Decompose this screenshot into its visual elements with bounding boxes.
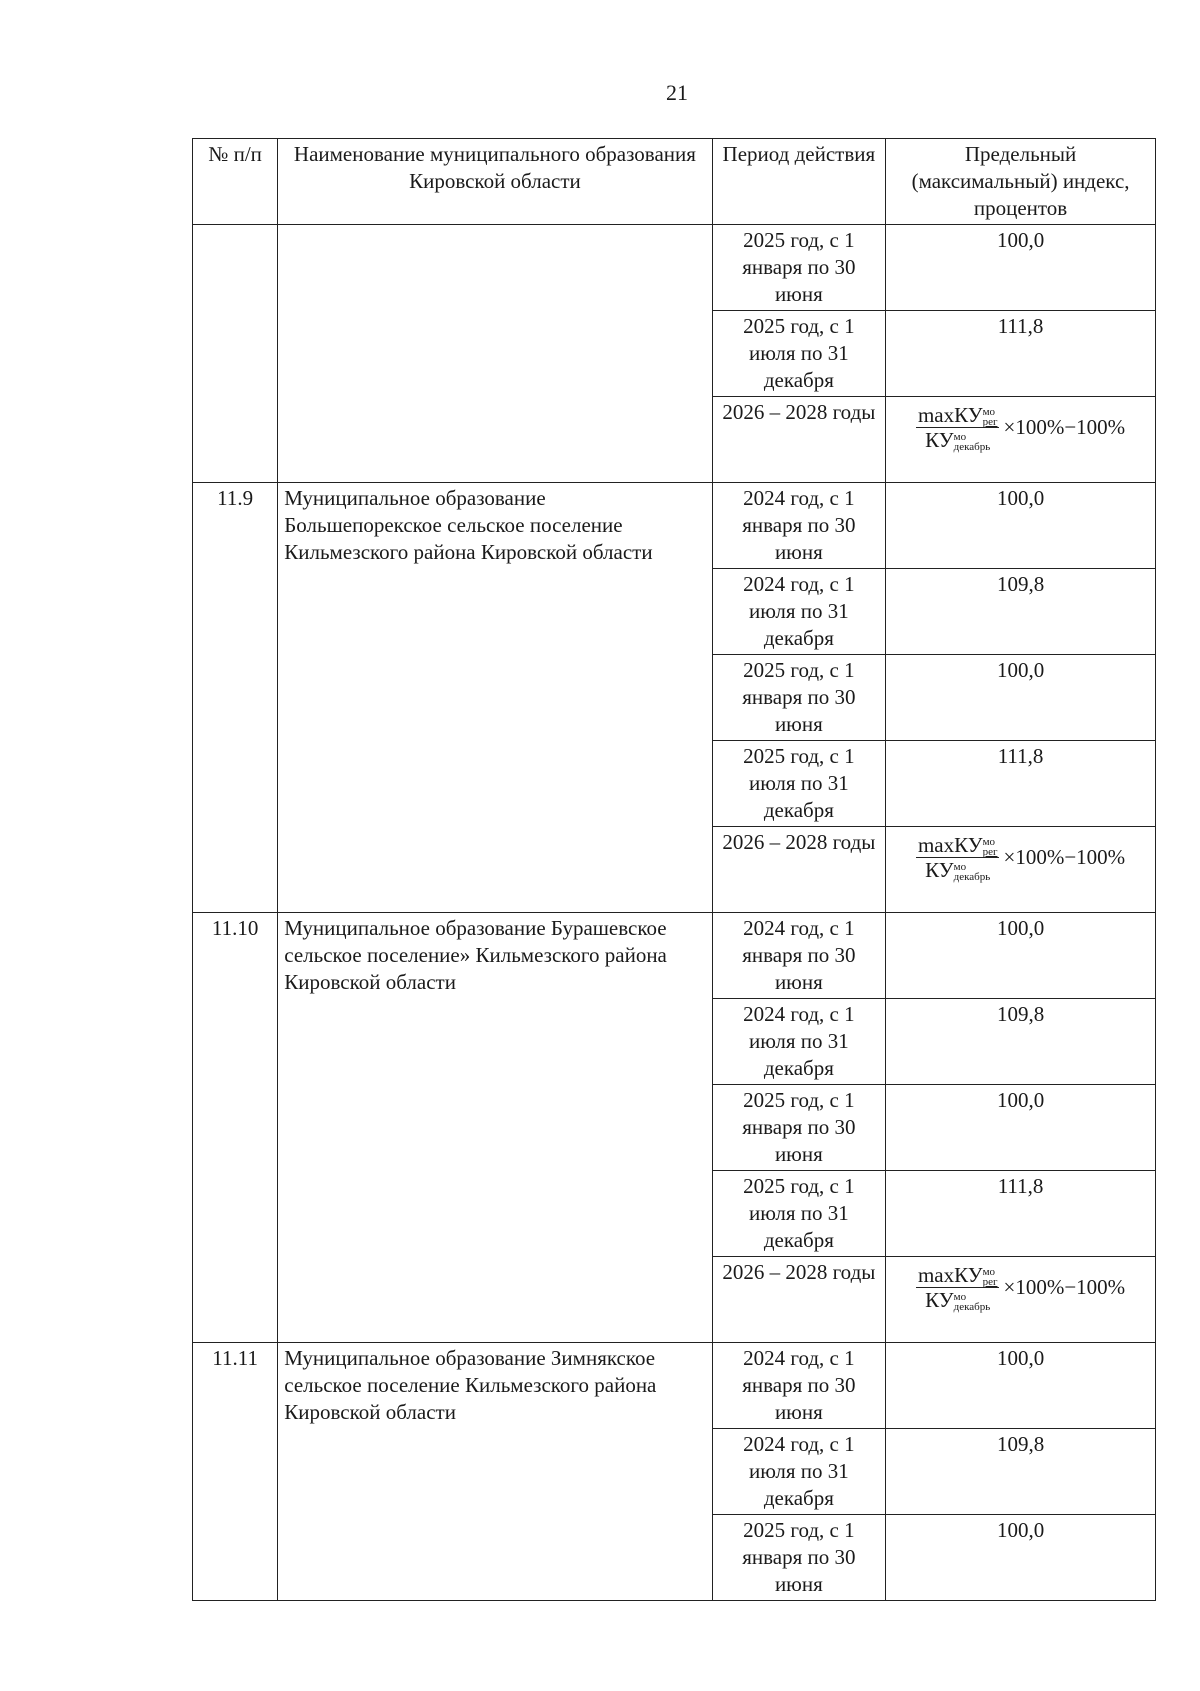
formula-fraction bbox=[916, 833, 1000, 882]
formula-num-scripts bbox=[983, 407, 998, 427]
formula-den-sub: декабрь bbox=[953, 441, 991, 454]
formula-den-prefix: КУ bbox=[925, 858, 954, 883]
index-cell: 100,0 bbox=[886, 1085, 1156, 1171]
formula-numerator bbox=[916, 403, 1000, 428]
formula-num-sub: рег bbox=[982, 1276, 998, 1289]
index-cell: 111,8 bbox=[886, 741, 1156, 827]
index-cell: 100,0 bbox=[886, 483, 1156, 569]
row-number bbox=[193, 225, 278, 483]
formula-denominator bbox=[923, 1288, 992, 1312]
municipality-name: Муниципальное образование Бурашевское сельское поселение» Кильмезского района Кировской области bbox=[278, 913, 712, 1343]
formula-den-sup: мо bbox=[953, 1291, 967, 1304]
formula-den-sup: мо bbox=[953, 431, 967, 444]
period-cell: 2024 год, с 1 июля по 31 декабря bbox=[712, 1429, 886, 1515]
index-cell: 100,0 bbox=[886, 225, 1156, 311]
formula-num-sup: мо bbox=[982, 406, 996, 419]
index-cell: 111,8 bbox=[886, 1171, 1156, 1257]
index-cell: 109,8 bbox=[886, 999, 1156, 1085]
period-cell: 2026 – 2028 годы bbox=[712, 1257, 886, 1343]
formula-den-scripts bbox=[954, 862, 991, 882]
row-number: 11.10 bbox=[193, 913, 278, 1343]
formula-num-prefix: maxКУ bbox=[917, 403, 983, 427]
index-cell: 111,8 bbox=[886, 311, 1156, 397]
formula-numerator bbox=[916, 1263, 1000, 1288]
index-cell bbox=[886, 397, 1156, 483]
formula-den-sub: декабрь bbox=[953, 1301, 991, 1314]
period-cell: 2026 – 2028 годы bbox=[712, 827, 886, 913]
formula-num-sup: мо bbox=[982, 1266, 996, 1279]
index-cell: 109,8 bbox=[886, 569, 1156, 655]
formula-den-sup: мо bbox=[953, 861, 967, 874]
period-cell: 2026 – 2028 годы bbox=[712, 397, 886, 483]
formula-num-scripts bbox=[983, 1267, 998, 1287]
period-cell: 2025 год, с 1 января по 30 июня bbox=[712, 225, 886, 311]
formula-fraction bbox=[916, 1263, 1000, 1312]
formula-numerator bbox=[916, 833, 1000, 858]
period-cell: 2024 год, с 1 июля по 31 декабря bbox=[712, 999, 886, 1085]
period-cell: 2024 год, с 1 июля по 31 декабря bbox=[712, 569, 886, 655]
formula-den-prefix: КУ bbox=[925, 1288, 954, 1313]
formula-suffix: ×100%−100% bbox=[1003, 1275, 1126, 1300]
row-number: 11.11 bbox=[193, 1343, 278, 1601]
formula-num-prefix: maxКУ bbox=[917, 833, 983, 857]
index-cell bbox=[886, 1257, 1156, 1343]
table-row bbox=[193, 913, 1156, 999]
header-period: Период действия bbox=[712, 139, 886, 225]
formula-den-prefix: КУ bbox=[925, 428, 954, 453]
formula-suffix: ×100%−100% bbox=[1003, 845, 1126, 870]
table-header-row bbox=[193, 139, 1156, 225]
index-formula bbox=[916, 403, 1125, 452]
formula-den-scripts bbox=[954, 432, 991, 452]
page-number: 21 bbox=[666, 80, 688, 105]
header-num: № п/п bbox=[193, 139, 278, 225]
formula-num-sup: мо bbox=[982, 836, 996, 849]
formula-den-scripts bbox=[954, 1292, 991, 1312]
index-cell bbox=[886, 827, 1156, 913]
municipality-name: Муниципальное образование Большепорекское сельское поселение Кильмезского района Кировской области bbox=[278, 483, 712, 913]
index-formula bbox=[916, 833, 1125, 882]
period-cell: 2024 год, с 1 января по 30 июня bbox=[712, 913, 886, 999]
index-cell: 100,0 bbox=[886, 655, 1156, 741]
formula-num-scripts bbox=[983, 837, 998, 857]
municipality-name: Муниципальное образование Зимнякское сельское поселение Кильмезского района Кировской области bbox=[278, 1343, 712, 1601]
table-row bbox=[193, 225, 1156, 311]
formula-denominator bbox=[923, 858, 992, 882]
formula-fraction bbox=[916, 403, 1000, 452]
index-cell: 100,0 bbox=[886, 913, 1156, 999]
table-body bbox=[193, 225, 1156, 1601]
municipality-name bbox=[278, 225, 712, 483]
period-cell: 2025 год, с 1 июля по 31 декабря bbox=[712, 311, 886, 397]
index-cell: 100,0 bbox=[886, 1515, 1156, 1601]
period-cell: 2024 год, с 1 января по 30 июня bbox=[712, 483, 886, 569]
formula-num-sub: рег bbox=[982, 416, 998, 429]
period-cell: 2024 год, с 1 января по 30 июня bbox=[712, 1343, 886, 1429]
period-cell: 2025 год, с 1 июля по 31 декабря bbox=[712, 1171, 886, 1257]
index-cell: 109,8 bbox=[886, 1429, 1156, 1515]
period-cell: 2025 год, с 1 января по 30 июня bbox=[712, 655, 886, 741]
index-formula bbox=[916, 1263, 1125, 1312]
header-name: Наименование муниципального образования Кировской области bbox=[278, 139, 712, 225]
period-cell: 2025 год, с 1 января по 30 июня bbox=[712, 1085, 886, 1171]
row-number: 11.9 bbox=[193, 483, 278, 913]
formula-suffix: ×100%−100% bbox=[1003, 415, 1126, 440]
table-row bbox=[193, 1343, 1156, 1429]
period-cell: 2025 год, с 1 января по 30 июня bbox=[712, 1515, 886, 1601]
table-row bbox=[193, 483, 1156, 569]
header-index: Предельный (максимальный) индекс, процентов bbox=[886, 139, 1156, 225]
formula-denominator bbox=[923, 428, 992, 452]
formula-num-prefix: maxКУ bbox=[917, 1263, 983, 1287]
formula-num-sub: рег bbox=[982, 846, 998, 859]
index-cell: 100,0 bbox=[886, 1343, 1156, 1429]
tariff-index-table bbox=[192, 138, 1156, 1601]
period-cell: 2025 год, с 1 июля по 31 декабря bbox=[712, 741, 886, 827]
formula-den-sub: декабрь bbox=[953, 871, 991, 884]
